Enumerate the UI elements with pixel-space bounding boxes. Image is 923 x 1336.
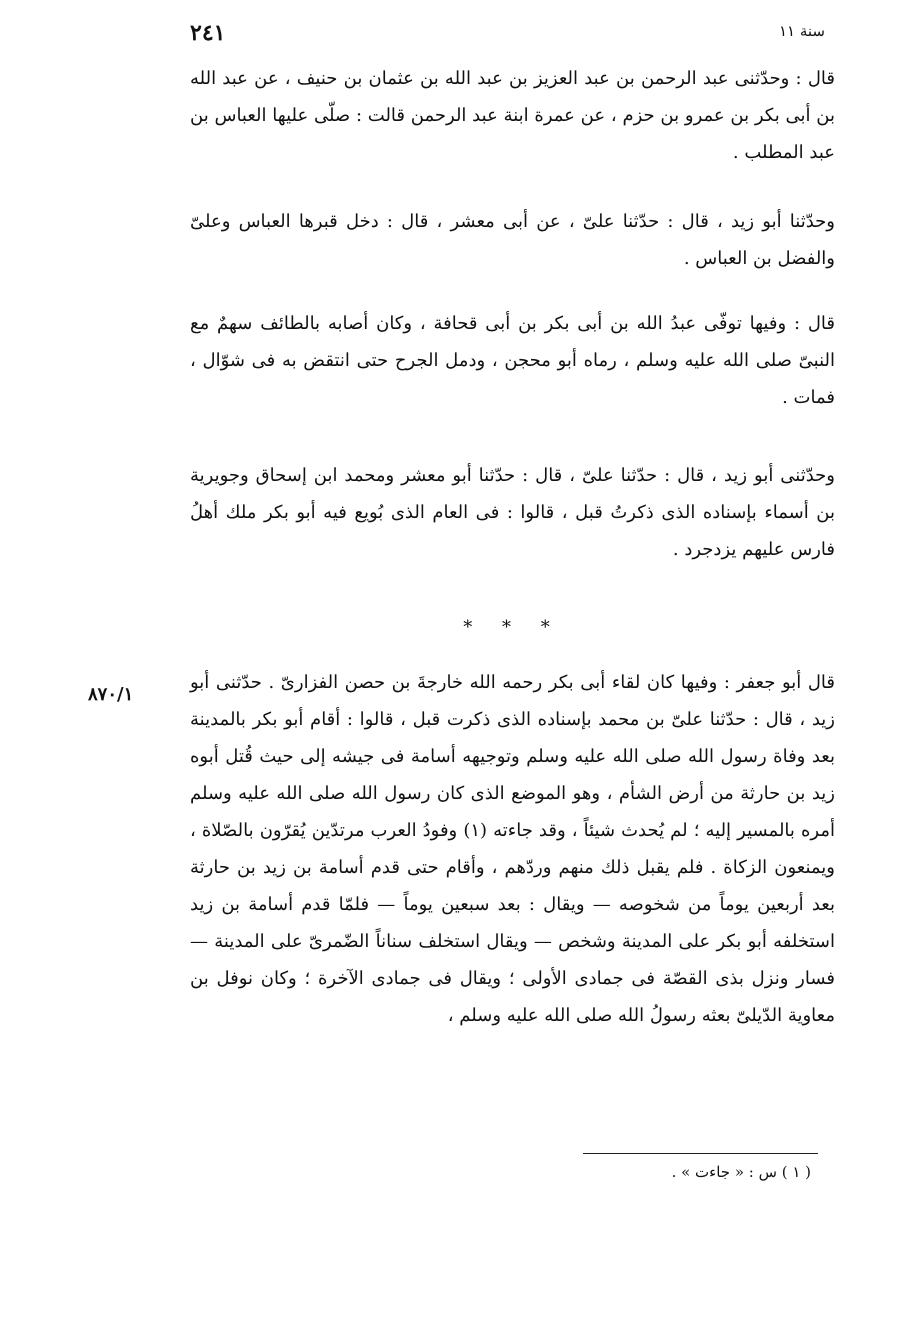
- paragraph-3: قال : وفيها توفّى عبدُ الله بن أبى بكر بن أبى قحافة ، وكان أصابه بالطائف سهمٌ مع النبىّ صلى الله عليه وسلم ، رماه أبو محجن ، ودمل الجرح حتى انتقض به فى شوّال ، فمات .: [190, 313, 835, 408]
- page-number: ٢٤١: [190, 20, 226, 46]
- paragraph-4: وحدّثنى أبو زيد ، قال : حدّثنا علىّ ، قال : حدّثنا أبو معشر ومحمد ابن إسحاق وجويرية بن أسماء بإسناده الذى ذكرتُ قبل ، قالوا : فى العام الذى بُويع فيه أبو بكر ملك أهلُ فارس عليهم يزدجرد .: [190, 465, 835, 560]
- paragraph-1: قال : وحدّثنى عبد الرحمن بن عبد العزيز بن عبد الله بن عثمان بن حنيف ، عن عبد الله بن أبى بكر بن عمرو بن حزم ، عن عمرة ابنة عبد الرحمن قالت : صلّى عليها العباس بن عبد المطلب .: [190, 68, 835, 163]
- running-header-year: سنة ١١: [778, 22, 825, 40]
- footnote-divider: [583, 1153, 818, 1154]
- margin-reference: ٨٧٠/١: [88, 684, 134, 705]
- paragraph-2: وحدّثنا أبو زيد ، قال : حدّثنا علىّ ، عن أبى معشر ، قال : دخل قبرها العباس وعلىّ والفضل بن العباس .: [190, 211, 835, 269]
- footnote: ( ١ ) س : « جاءت » .: [671, 1163, 811, 1181]
- section-separator: * * *: [463, 617, 562, 638]
- paragraph-5: قال أبو جعفر : وفيها كان لقاء أبى بكر رحمه الله خارجةَ بن حصن الفزارىّ . حدّثنى أبو زيد ، قال : حدّثنا علىّ بن محمد بإسناده الذى ذكرت قبل ، قالوا : أقام أبو بكر بالمدينة بعد وفاة رسول الله صلى الله عليه وسلم وتوجيهه أسامة فى جيشه إلى حيث قُتل أبوه زيد بن حارثة من أرض الشأم ، وهو الموضع الذى كان رسول الله صلى الله عليه وسلم أمره بالمسير إليه ؛ لم يُحدث شيئاً ، وقد جاءته (١) وفودُ العرب مرتدّين يُقرّون بالصّلاة ، ويمنعون الزكاة . فلم يقبل ذلك منهم وردّهم ، وأقام حتى قدم أسامة بن زيد بن حارثة بعد أربعين يوماً من شخوصه — ويقال : بعد سبعين يوماً — فلمّا قدم أسامة بن زيد استخلفه أبو بكر على المدينة وشخص — ويقال استخلف سناناً الضّمرىّ على المدينة — فسار ونزل بذى القصّة فى جمادى الأولى ؛ ويقال فى جمادى الآخرة ؛ وكان نوفل بن معاوية الدّيلىّ بعثه رسولُ الله صلى الله عليه وسلم ،: [190, 672, 835, 1026]
